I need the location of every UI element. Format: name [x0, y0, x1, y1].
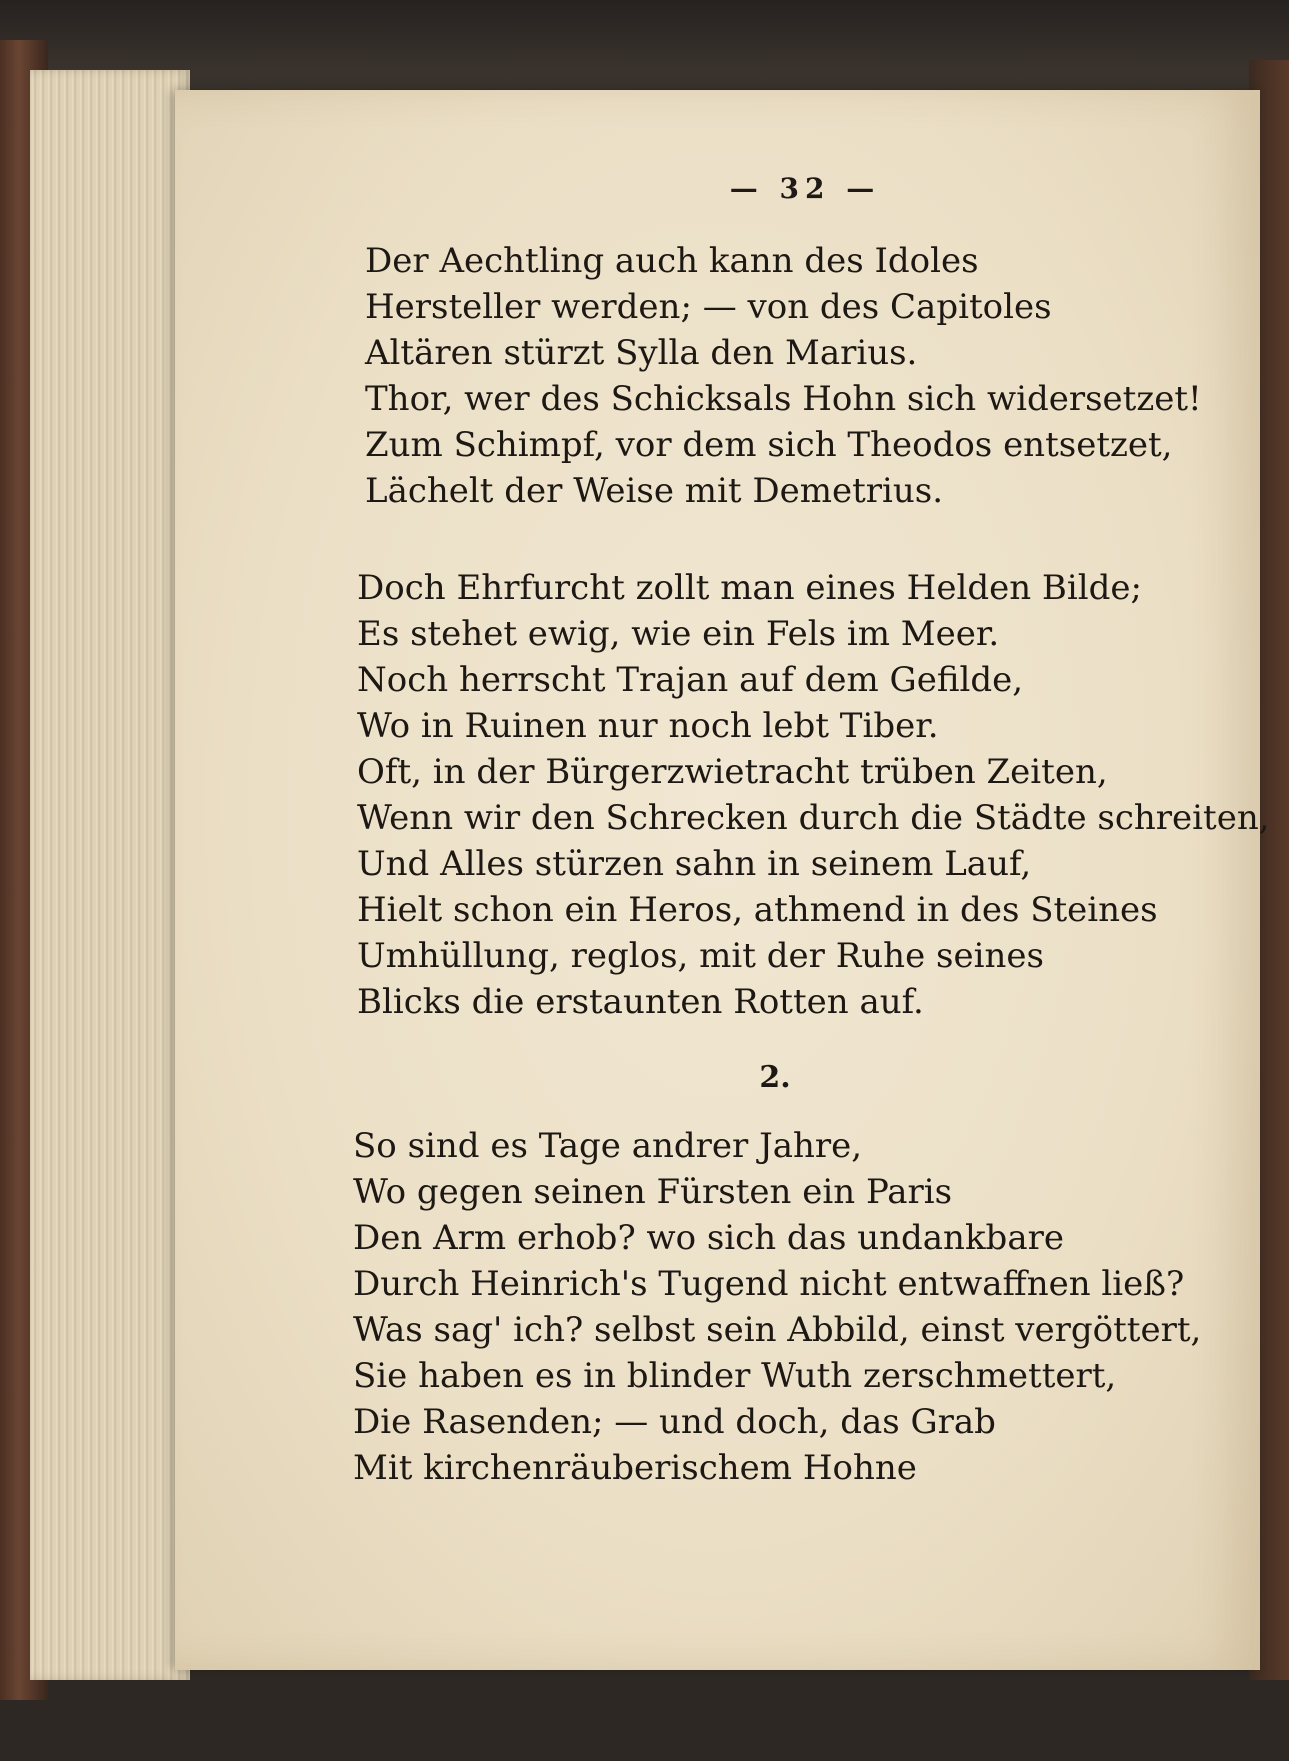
verse-line: Noch herrscht Trajan auf dem Gefilde,: [357, 660, 1024, 700]
verse-line: Wo in Ruinen nur noch lebt Tiber.: [357, 706, 939, 746]
stanza-1: [365, 238, 1202, 514]
verse-line: Sie haben es in blinder Wuth zerschmettert,: [353, 1356, 1117, 1396]
verse-line: Den Arm erhob? wo sich das undankbare: [353, 1218, 1064, 1258]
verse-line: So sind es Tage andrer Jahre,: [353, 1126, 863, 1166]
verse-line: Hersteller werden; — von des Capitoles: [365, 287, 1052, 327]
verse-line: Mit kirchenräuberischem Hohne: [353, 1448, 917, 1488]
stanza-3: [353, 1123, 1201, 1491]
verse-line: Durch Heinrich's Tugend nicht entwaffnen ließ?: [353, 1264, 1185, 1304]
verse-line: Thor, wer des Schicksals Hohn sich widersetzet!: [365, 379, 1202, 419]
verse-line: Doch Ehrfurcht zollt man eines Helden Bilde;: [357, 568, 1142, 608]
verse-line: Zum Schimpf, vor dem sich Theodos entsetzet,: [365, 425, 1173, 465]
page-number: — 32 —: [729, 172, 881, 205]
verse-line: Oft, in der Bürgerzwietracht trüben Zeiten,: [357, 752, 1108, 792]
verse-line: Umhüllung, reglos, mit der Ruhe seines: [357, 936, 1044, 976]
verse-line: Wo gegen seinen Fürsten ein Paris: [353, 1172, 953, 1212]
verse-line: Blicks die erstaunten Rotten auf.: [357, 982, 924, 1022]
page-edges: [30, 70, 190, 1680]
verse-line: Altären stürzt Sylla den Marius.: [365, 333, 918, 373]
verse-line: Und Alles stürzen sahn in seinem Lauf,: [357, 844, 1032, 884]
stanza-2: [357, 565, 1270, 1025]
verse-line: Was sag' ich? selbst sein Abbild, einst vergöttert,: [353, 1310, 1202, 1350]
verse-line: Wenn wir den Schrecken durch die Städte schreiten,: [357, 798, 1270, 838]
verse-line: Es stehet ewig, wie ein Fels im Meer.: [357, 614, 1000, 654]
verse-line: Lächelt der Weise mit Demetrius.: [365, 471, 944, 511]
verse-line: Die Rasenden; — und doch, das Grab: [353, 1402, 996, 1442]
book-page: [175, 90, 1270, 1670]
verse-line: Hielt schon ein Heros, athmend in des Steines: [357, 890, 1158, 930]
verse-line: Der Aechtling auch kann des Idoles: [365, 241, 979, 281]
section-number: 2.: [759, 1060, 791, 1095]
